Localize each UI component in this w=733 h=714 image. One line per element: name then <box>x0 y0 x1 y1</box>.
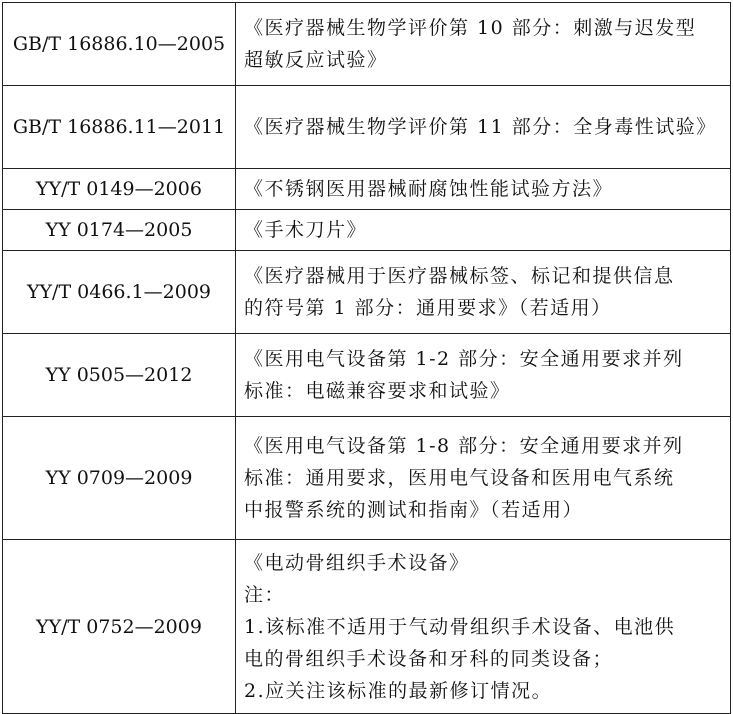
title-line: 《不锈钢医用器械耐腐蚀性能试验方法》 <box>244 178 614 200</box>
standard-title <box>236 169 731 210</box>
standard-code: YY/T 0466.1—2009 <box>3 251 236 334</box>
standard-code: YY 0709—2009 <box>3 417 236 540</box>
standard-title <box>236 334 731 417</box>
standard-title <box>236 251 731 334</box>
title-line: 标准：通用要求，医用电气设备和医用电气系统 <box>244 467 675 489</box>
standard-code: YY/T 0149—2006 <box>3 169 236 210</box>
table-row <box>3 540 731 714</box>
table-row <box>3 251 731 334</box>
table-row <box>3 334 731 417</box>
standard-code: YY 0174—2005 <box>3 210 236 251</box>
table-row <box>3 86 731 169</box>
title-line: 标准：电磁兼容要求和试验》 <box>244 380 511 402</box>
table-row <box>3 210 731 251</box>
standard-title <box>236 86 731 169</box>
note-line: 2.应关注该标准的最新修订情况。 <box>244 679 553 702</box>
standards-table <box>2 2 731 714</box>
note-label: 注： <box>244 583 286 606</box>
standard-title <box>236 540 731 714</box>
title-line: 《手术刀片》 <box>244 219 368 241</box>
standard-title <box>236 3 731 86</box>
title-line: 《医用电气设备第 1-2 部分：安全通用要求并列 <box>244 348 684 370</box>
note-line: 1.该标准不适用于气动骨组织手术设备、电池供 <box>244 615 676 638</box>
standard-code: YY/T 0752—2009 <box>3 540 236 714</box>
standard-code: YY 0505—2012 <box>3 334 236 417</box>
table-row <box>3 169 731 210</box>
title-line: 的符号第 1 部分：通用要求》（若适用） <box>244 297 612 319</box>
standard-title <box>236 417 731 540</box>
table-row <box>3 3 731 86</box>
title-line: 《医疗器械生物学评价第 10 部分：刺激与迟发型 <box>244 17 697 39</box>
title-line: 《电动骨组织手术设备》 <box>244 551 470 574</box>
title-line: 超敏反应试验》 <box>244 49 388 71</box>
title-line: 《医疗器械用于医疗器械标签、标记和提供信息 <box>244 265 675 287</box>
title-line: 中报警系统的测试和指南》（若适用） <box>244 499 584 521</box>
standard-title <box>236 210 731 251</box>
standard-code: GB/T 16886.11—2011 <box>3 86 236 169</box>
standard-code: GB/T 16886.10—2005 <box>3 3 236 86</box>
table-row <box>3 417 731 540</box>
title-line: 《医疗器械生物学评价第 11 部分：全身毒性试验》 <box>244 116 717 138</box>
note-line: 电的骨组织手术设备和牙科的同类设备； <box>244 647 614 670</box>
title-line: 《医用电气设备第 1-8 部分：安全通用要求并列 <box>244 435 684 457</box>
